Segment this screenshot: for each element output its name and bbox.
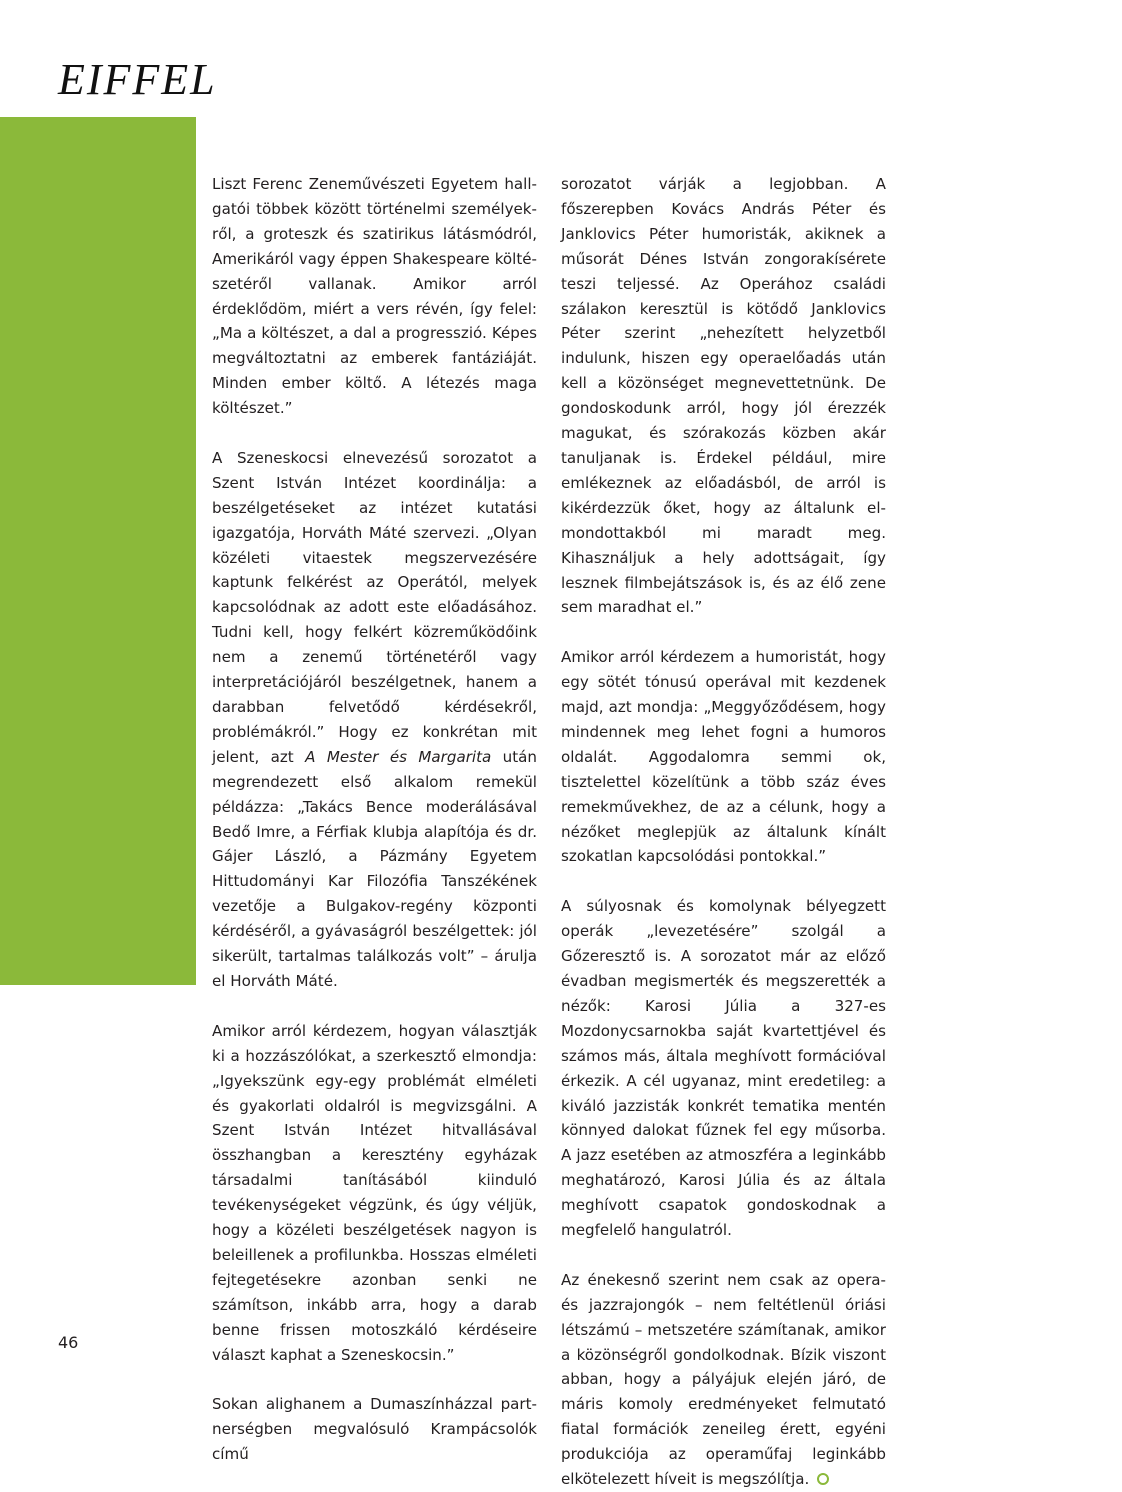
paragraph-text: Az énekesnő szerint nem csak az opera- és jazzrajongók – nem feltétlenül óriási létszámú – metszetére számítanak, amikor a közönségről gondolkodnak. Bízik viszont abban, hogy a pályájuk elején járó, de máris komoly eredményeket felmutató fiatal formációk zeneileg érett, egyéni produkciója az operaműfaj leginkább elkötelezett híveit is megszólítja.: [561, 1270, 886, 1489]
paragraph: Sokan alighanem a Dumaszínházzal partnerségben megvalósuló Krampácsolók című: [212, 1395, 537, 1464]
magazine-masthead: EIFFEL: [58, 55, 217, 104]
paragraph-text: A Szeneskocsi elnevezésű sorozatot a Szent István Intézet koordinálja: a beszélgetéseket az intézet kutatási igazgatója, Horváth Máté szervezi. „Olyan közéleti vitaestek megszervezésére kaptunk felkérést az Operától, melyek kapcsolódnak az adott este előadásához. Tudni kell, hogy felkért közreműködőink nem a zenemű történetéről vagy interpretációjáról beszélgetnek, hanem a darabban felvetődő kérdésekről, problémákról.” Hogy ez konkrétan mit jelent, azt: [212, 448, 537, 766]
article-column-right: [561, 172, 886, 1492]
paragraph: Amikor arról kérdezem, hogyan választják ki a hozzászólókat, a szerkesztő elmondja: „Igyekszünk egy-egy problémát elméleti és gyakorlati oldalról is megvizsgálni. A Szent István Intézet hitvallásával összhangban a keresztény egyházak társadalmi tanításából kiinduló tevékenységeket végzünk, és úgy véljük, hogy a közéleti beszélgetések nagyon is beleillenek a profilunkba. Hosszas elméleti fejtegetésekre azonban senki ne számítson, inkább arra, hogy a darab benne frissen motoszkáló kérdéseire választ kaphat a Szeneskocsin.”: [212, 1021, 537, 1364]
work-title: A Mester és Margarita: [305, 747, 492, 766]
paragraph: [561, 1268, 886, 1492]
paragraph: Amikor arról kérdezem a humoristát, hogy egy sötét tónusú operával mit kezdenek majd, azt mondja: „Meggyőződésem, hogy mindennek meg lehet fogni a humoros oldalát. Aggodalomra semmi ok, tisztelettel közelítünk a több száz éves remekművekhez, de az a célunk, hogy a nézőket meglepjük az általunk kínált szokatlan kapcsolódási pontokkal.”: [561, 648, 886, 866]
paragraph-text: után megrendezett első alkalom remekül példázza: „Takács Bence moderálásával Bedő Imre, a Férfiak klubja alapítója és dr. Gájer László, a Pázmány Egyetem Hittudományi Kar Filozófia Tanszékének vezetője a Bulgakov-regény központi kérdéséről, a gyávaságról beszélgettek: jól sikerült, tartalmas találkozás volt” – árulja el Horváth Máté.: [212, 747, 537, 990]
paragraph: sorozatot várják a legjobban. A főszerepben Kovács András Péter és Janklovics Péter humoristák, akiknek a műsorát Dénes István zongorakísérete teszi teljessé. Az Operához családi szálakon keresztül is kötődő Janklovics Péter szerint „nehezített helyzetből indulunk, hiszen egy operaelőadás után kell a közönséget megnevettetnünk. De gondoskodunk arról, hogy jól érezzék magukat, és szórakozás közben akár tanuljanak is. Érdekel például, mire emlékeznek az előadásból, de arról is kikérdezzük őket, hogy az általunk elmondottakból mi maradt meg. Kihasználjuk a hely adottságait, így lesznek filmbejátszások is, és az élő zene sem maradhat el.”: [561, 175, 886, 617]
page-number: 46: [58, 1333, 79, 1352]
accent-color-bar: [0, 117, 196, 985]
paragraph: [212, 446, 537, 994]
paragraph: Liszt Ferenc Zeneművészeti Egyetem hallgatói többek között történelmi személyekről, a groteszk és szatirikus látásmódról, Amerikáról vagy éppen Shakespeare költészetéről vallanak. Amikor arról érdeklődöm, miért a vers révén, így felel: „Ma a költészet, a dal a progresszió. Képes megváltoztatni az emberek fantáziáját. Minden ember költő. A létezés maga költészet.”: [212, 175, 537, 418]
end-of-article-icon: [817, 1473, 829, 1485]
paragraph: A súlyosnak és komolynak bélyegzett operák „levezetésére” szolgál a Gőzeresztő is. A sorozatot már az előző évadban megismerték és megszerették a nézők: Karosi Júlia a 327-es Mozdonycsarnokba saját kvartettjével és számos más, általa meghívott formációval érkezik. A cél ugyanaz, mint eredetileg: a kiváló jazzisták konkrét tematika mentén könnyed dalokat fűznek fel egy műsorba. A jazz esetében az atmoszféra a leginkább meghatározó, Karosi Júlia és az általa meghívott csapatok gondoskodnak a megfelelő hangulatról.: [561, 897, 886, 1240]
article-column-left: [212, 172, 537, 1467]
